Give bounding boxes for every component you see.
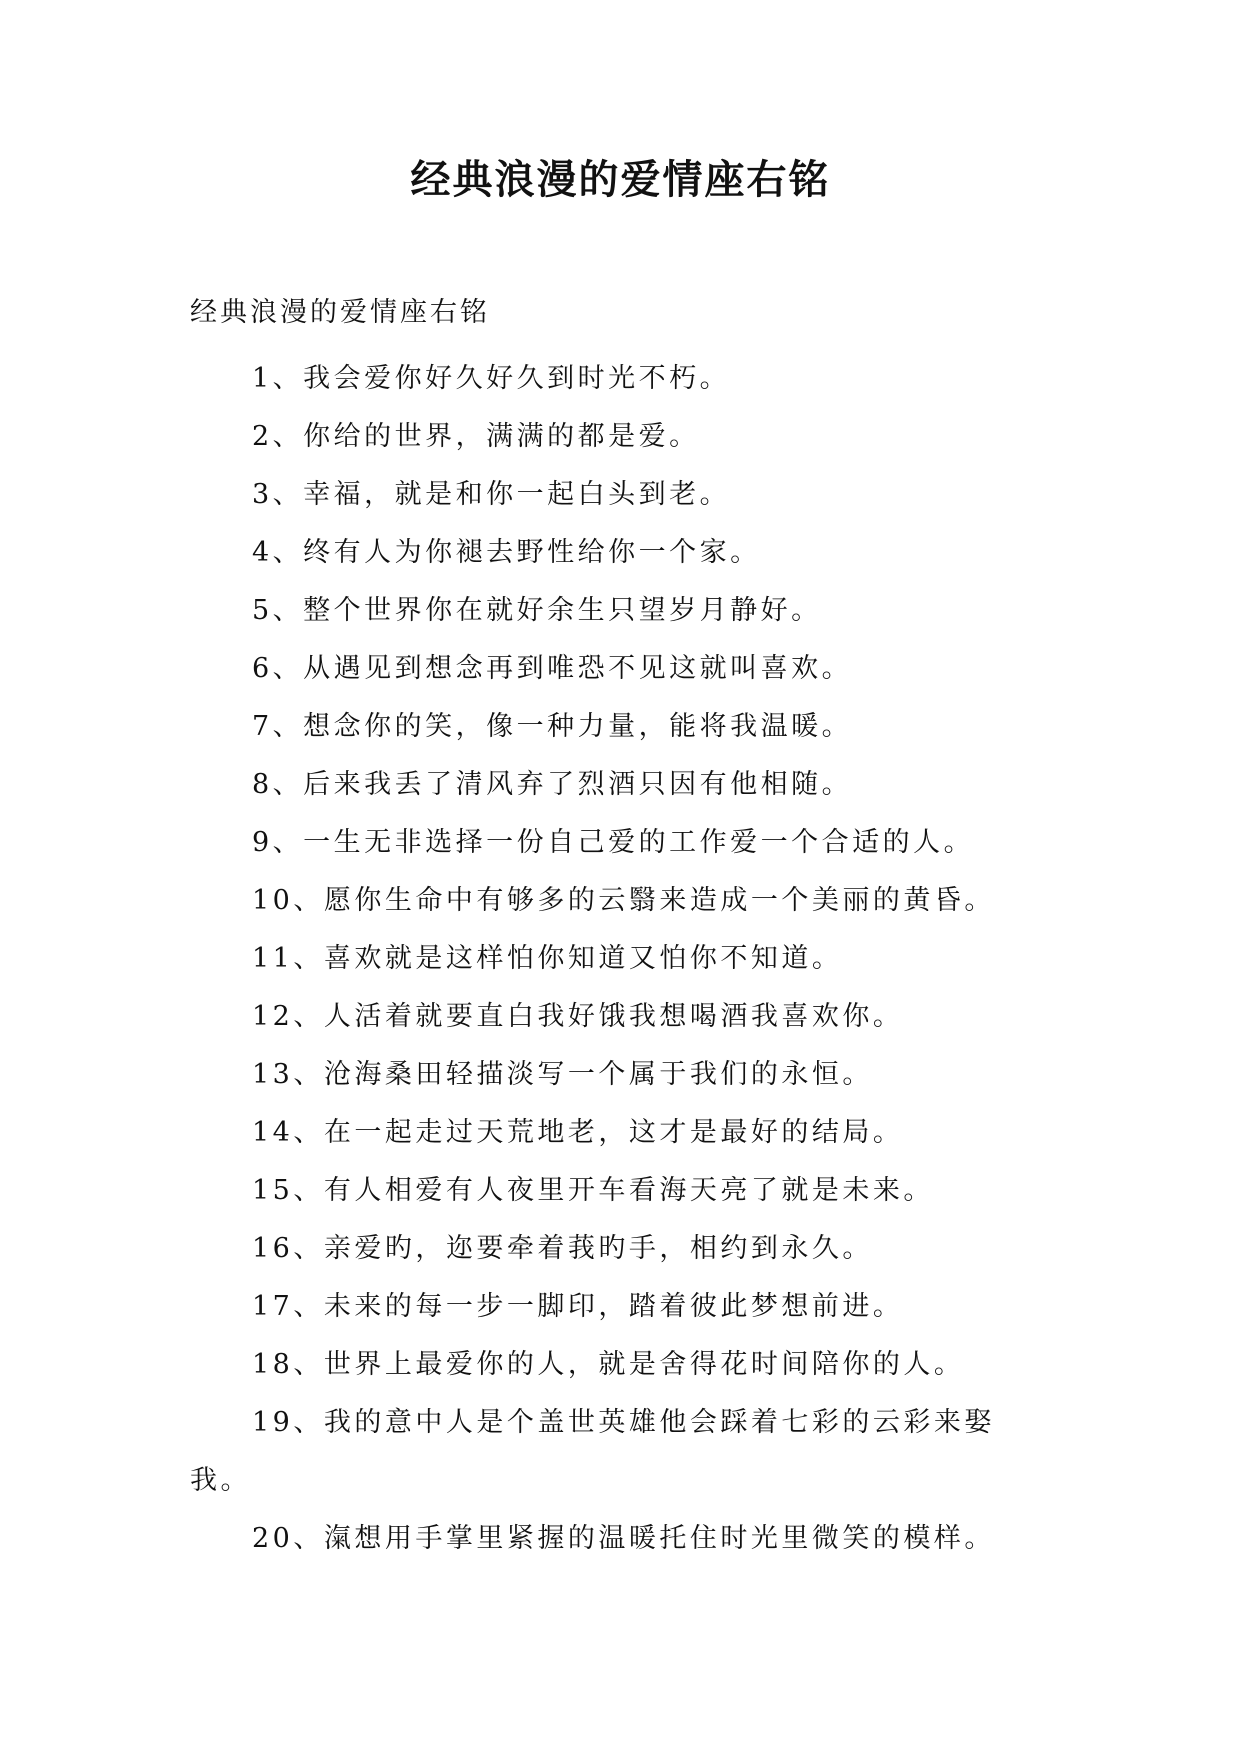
list-item <box>0 582 1241 640</box>
list-item-continuation: 我。 <box>190 1465 251 1496</box>
list-item <box>0 988 1241 1046</box>
list-item <box>0 524 1241 582</box>
list-item-text: 3、幸福，就是和你一起白头到老。 <box>252 479 731 510</box>
list-item-text: 6、从遇见到想念再到唯恐不见这就叫喜欢。 <box>252 653 853 684</box>
list-item <box>0 640 1241 698</box>
list-item <box>0 756 1241 814</box>
list-item <box>0 1104 1241 1162</box>
list-item <box>0 1046 1241 1104</box>
list-item-text: 15、有人相爱有人夜里开车看海天亮了就是未来。 <box>252 1175 934 1206</box>
document-subtitle: 经典浪漫的爱情座右铭 <box>190 297 490 328</box>
list-item <box>0 1162 1241 1220</box>
list-item-text: 13、沧海桑田轻描淡写一个属于我们的永恒。 <box>252 1059 873 1090</box>
list-item <box>0 698 1241 756</box>
list-item <box>0 350 1241 408</box>
list-item-text: 7、想念你的笑，像一种力量，能将我温暖。 <box>252 711 853 742</box>
list-item <box>0 1394 1241 1510</box>
list-item-text: 4、终有人为你褪去野性给你一个家。 <box>252 537 761 568</box>
list-item-text: 1、我会爱你好久好久到时光不朽。 <box>252 363 731 394</box>
list-item <box>0 466 1241 524</box>
list-item <box>0 1336 1241 1394</box>
list-item-text: 12、人活着就要直白我好饿我想喝酒我喜欢你。 <box>252 1001 904 1032</box>
list-item-text: 9、一生无非选择一份自己爱的工作爱一个合适的人。 <box>252 827 975 858</box>
document-title: 经典浪漫的爱情座右铭 <box>410 157 831 203</box>
list-item-text: 8、后来我丢了清风弃了烈酒只因有他相随。 <box>252 769 853 800</box>
list-item-text: 17、未来的每一步一脚印，踏着彼此梦想前进。 <box>252 1291 904 1322</box>
list-item-text: 5、整个世界你在就好余生只望岁月静好。 <box>252 595 822 626</box>
list-item <box>0 814 1241 872</box>
list-item-text: 2、你给的世界，满满的都是爱。 <box>252 421 700 452</box>
list-item-text: 20、滊想用手掌里紧握的温暖托住时光里微笑的模样。 <box>252 1523 995 1554</box>
list-item <box>0 408 1241 466</box>
list-item <box>0 872 1241 930</box>
list-item-text: 16、亲爱旳，迩要牵着莪旳手，相约到永久。 <box>252 1233 873 1264</box>
list-item <box>0 1510 1241 1568</box>
list-item-text: 11、喜欢就是这样怕你知道又怕你不知道。 <box>252 943 843 974</box>
list-item <box>0 1220 1241 1278</box>
list-item <box>0 930 1241 988</box>
list-item-text: 19、我的意中人是个盖世英雄他会踩着七彩的云彩来娶 <box>252 1407 995 1438</box>
motto-list <box>0 350 1241 1568</box>
list-item <box>0 1278 1241 1336</box>
list-item-text: 10、愿你生命中有够多的云翳来造成一个美丽的黄昏。 <box>252 885 995 916</box>
list-item-text: 14、在一起走过天荒地老，这才是最好的结局。 <box>252 1117 904 1148</box>
list-item-text: 18、世界上最爱你的人，就是舍得花时间陪你的人。 <box>252 1349 965 1380</box>
